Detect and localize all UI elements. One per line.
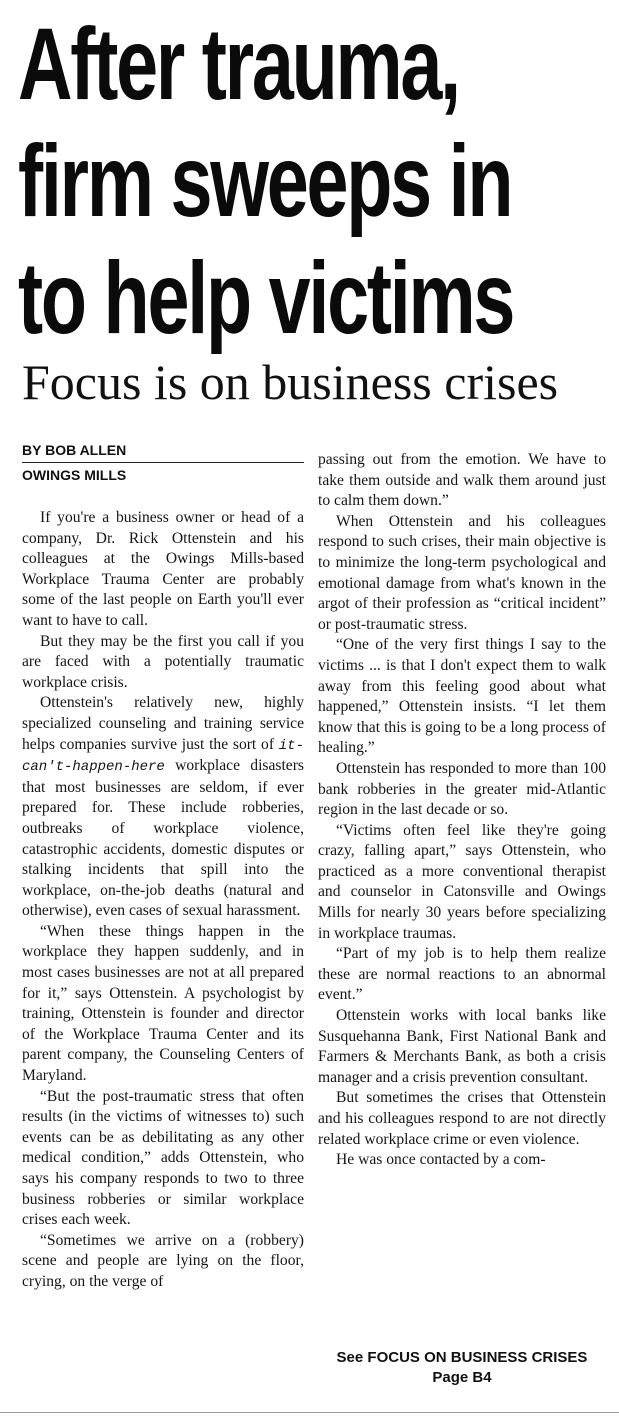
headline	[18, 6, 514, 357]
paragraph: If you're a business owner or head of a company, Dr. Rick Ottenstein and his colleagues at the Owings Mills-based Workplace Trauma Center are probably some of the last people on Earth you'll ever want to have to call.	[22, 509, 304, 629]
text-run: workplace disasters that most businesses are seldom, if ever prepared for. These include robberies, outbreaks of workplace violence, catastrophic accidents, domestic disputes or stalking incidents that spill into the workplace, on-the-job deaths (natural and otherwise), even cases of sexual harassment.	[22, 757, 304, 920]
emphasis-text: it-can't-happen-here	[22, 737, 304, 776]
byline	[22, 440, 304, 485]
byline-author: BY BOB ALLEN	[22, 442, 127, 458]
jump-line-page: Page B4	[432, 1369, 492, 1386]
paragraph: When Ottenstein and his colleagues respond to such crises, their main objective is to minimize the long-term psychological and emotional damage from what's known in the argot of their profession as “critical incident” or post-traumatic stress.	[318, 512, 606, 633]
paragraph: “When these things happen in the workplace they happen suddenly, and in most cases businesses are not at all prepared for it,” says Ottenstein. A psychologist by training, Ottenstein is founder and director of the Workplace Trauma Center and its parent company, the Counseling Centers of Maryland.	[22, 922, 304, 1085]
paragraph: “Sometimes we arrive on a (robbery) scene and people are lying on the floor, crying, on the verge of	[22, 1231, 304, 1290]
paragraph: Ottenstein has responded to more than 100 bank robberies in the greater mid-Atlantic region in the last decade or so.	[318, 759, 606, 819]
paragraph: But sometimes the crises that Ottenstein and his colleagues respond to are not directly related workplace crime or even violence.	[318, 1089, 606, 1148]
headline-line-2: firm sweeps in	[18, 124, 512, 238]
paragraph: “Victims often feel like they're going crazy, falling apart,” says Ottenstein, who practiced as a more conventional therapist and counselor in Catonsville and Owings Mills for nearly 30 years before specializing in workplace traumas.	[318, 821, 606, 942]
paragraph: But they may be the first you call if you are faced with a potentially traumatic workplace crisis.	[22, 632, 304, 691]
paragraph: He was once contacted by a com-	[336, 1151, 546, 1169]
jump-line	[318, 1348, 606, 1388]
article-column-2	[318, 450, 606, 1171]
text-run: Ottenstein's relatively new, highly specialized counseling and training service helps companies survive just the sort of	[22, 694, 304, 753]
bottom-rule	[0, 1412, 619, 1413]
paragraph: Ottenstein works with local banks like Susquehanna Bank, First National Bank and Farmers & Merchants Bank, as both a crisis manager and a crisis prevention consultant.	[318, 1007, 606, 1086]
paragraph	[22, 693, 304, 922]
byline-rule	[22, 462, 304, 463]
paragraph: passing out from the emotion. We have to take them outside and walk them around just to calm them down.”	[318, 451, 606, 510]
paragraph: “But the post-traumatic stress that often results (in the victims of witnesses to) such events can be as debilitating as any other medical condition,” adds Ottenstein, who says his company responds to two to three business robberies or similar workplace crises each week.	[22, 1087, 304, 1229]
byline-dateline: OWINGS MILLS	[22, 467, 127, 483]
article-column-1	[22, 508, 304, 1293]
subheadline: Focus is on business crises	[22, 354, 559, 410]
headline-line-1: After trauma,	[18, 7, 459, 121]
jump-line-title: See FOCUS ON BUSINESS CRISES	[336, 1349, 588, 1366]
paragraph: “One of the very first things I say to the victims ... is that I don't expect them to walk away from this feeling good about what happened,” Ottenstein insists. “I let them know that this is going to be a long process of healing.”	[318, 636, 606, 757]
headline-line-3: to help victims	[18, 241, 514, 355]
paragraph: “Part of my job is to help them realize these are normal reactions to an abnormal event.”	[318, 945, 606, 1004]
